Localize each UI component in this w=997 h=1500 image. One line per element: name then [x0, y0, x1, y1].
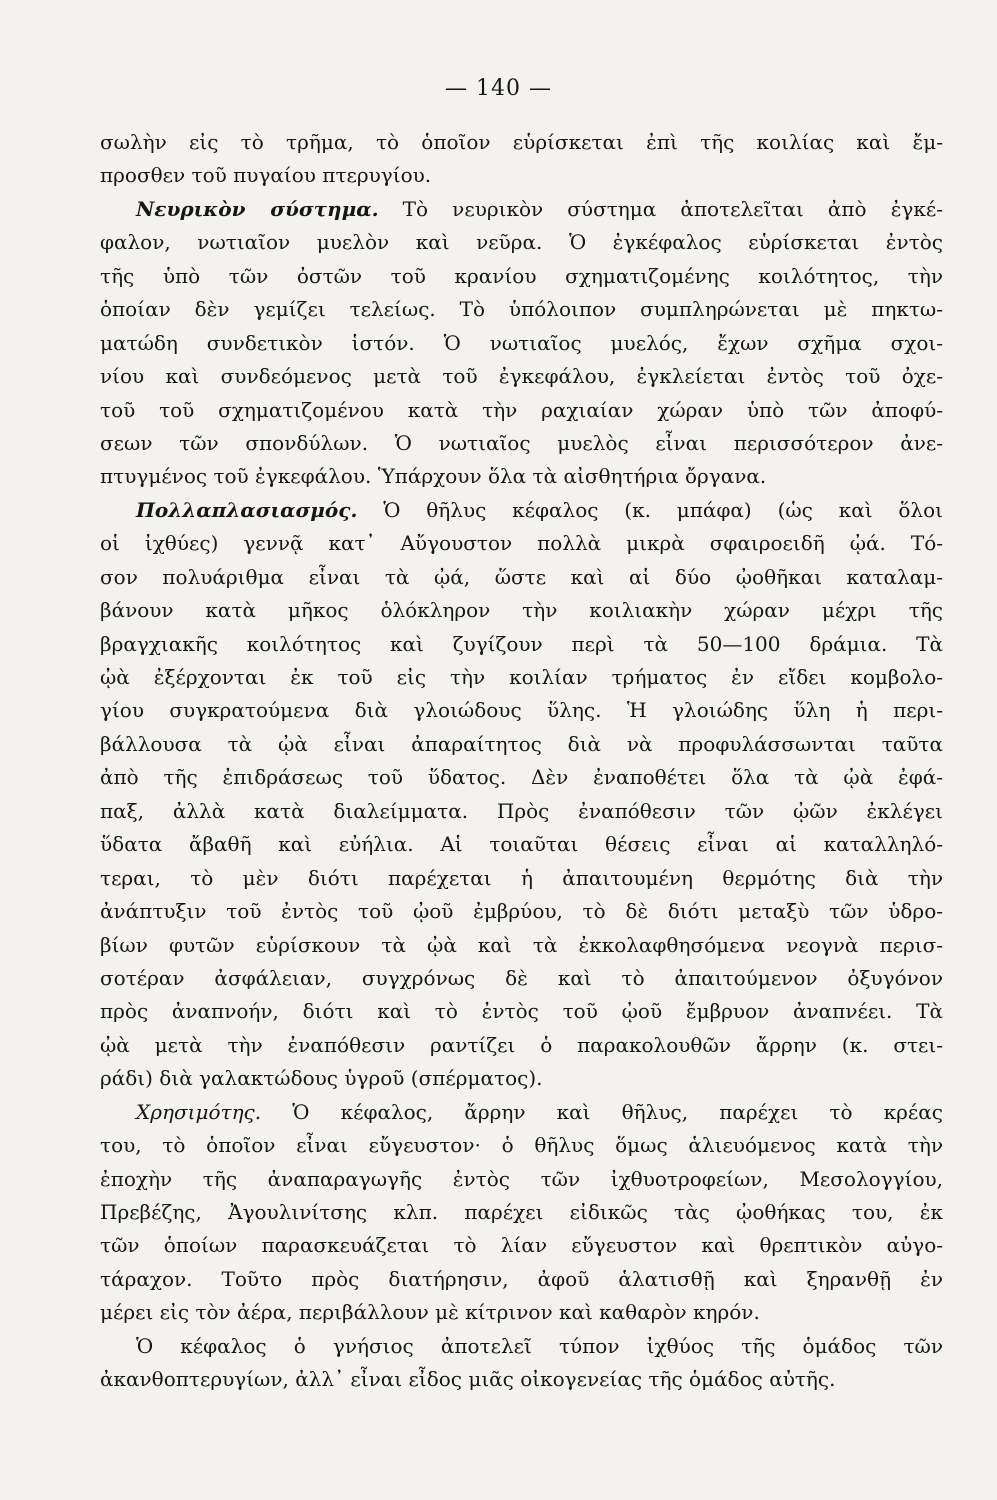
- text-line: [100, 1363, 943, 1396]
- line-text: βάλλουσα τὰ ᾠὰ εἶναι ἀπαραίτητος διὰ νὰ προφυλάσσωνται ταῦτα: [100, 731, 943, 756]
- text-line: [100, 1129, 943, 1162]
- text-line: [100, 561, 943, 594]
- section-heading: Χρησιμότης.: [136, 1099, 262, 1124]
- line-text: ἀπὸ τῆς ἐπιδράσεως τοῦ ὕδατος. Δὲν ἐναποθέτει ὅλα τὰ ᾠὰ ἐφά-: [100, 765, 943, 790]
- text-line: [100, 159, 943, 192]
- line-text: Τὸ νευρικὸν σύστημα ἀποτελεῖται ἀπὸ ἐγκέ-: [378, 196, 943, 221]
- line-text: βραγχιακῆς κοιλότητος καὶ ζυγίζουν περὶ τὰ 50—100 δράμια. Τὰ: [100, 631, 943, 656]
- line-text: του, τὸ ὁποῖον εἶναι εὔγευστον· ὁ θῆλυς ὅμως ἁλιευόμενος κατὰ τὴν: [100, 1133, 943, 1158]
- text-line: [100, 427, 943, 460]
- line-text: σωλὴν εἰς τὸ τρῆμα, τὸ ὁποῖον εὑρίσκεται ἐπὶ τῆς κοιλίας καὶ ἔμ-: [100, 130, 943, 154]
- page-number: — 140 —: [445, 76, 552, 101]
- line-text: βάνουν κατὰ μῆκος ὁλόκληρον τὴν κοιλιακὴν χώραν μέχρι τῆς: [100, 598, 943, 623]
- line-text: Ὁ κέφαλος, ἄρρην καὶ θῆλυς, παρέχει τὸ κρέας: [261, 1099, 943, 1124]
- text-line: [100, 293, 943, 326]
- body-text: [100, 126, 943, 1397]
- text-line: [100, 1029, 943, 1062]
- line-text: Ὁ θῆλυς κέφαλος (κ. μπάφα) (ὡς καὶ ὅλοι: [357, 497, 943, 522]
- line-text: νίου καὶ συνδεόμενος μετὰ τοῦ ἐγκεφάλου, ἐγκλείεται ἐντὸς τοῦ ὀχε-: [100, 364, 943, 389]
- text-line: [100, 995, 943, 1028]
- text-line: [100, 761, 943, 794]
- text-line: [100, 594, 943, 627]
- line-text: ἀνάπτυξιν τοῦ ἐντὸς τοῦ ᾠοῦ ἐμβρύου, τὸ δὲ διότι μεταξὺ τῶν ὑδρο-: [100, 899, 943, 924]
- line-text: ᾠὰ μετὰ τὴν ἐναπόθεσιν ραντίζει ὁ παρακολουθῶν ἄρρην (κ. στει-: [100, 1032, 943, 1057]
- line-text: τῆς ὑπὸ τῶν ὀστῶν τοῦ κρανίου σχηματιζομένης κοιλότητος, τὴν: [100, 263, 943, 288]
- text-line: [100, 1096, 943, 1129]
- text-line: [100, 929, 943, 962]
- text-line: [100, 962, 943, 995]
- line-text: προσθεν τοῦ πυγαίου πτερυγίου.: [100, 163, 432, 188]
- text-line: [100, 694, 943, 727]
- line-text: φαλον, νωτιαῖον μυελὸν καὶ νεῦρα. Ὁ ἐγκέφαλος εὑρίσκεται ἐντὸς: [100, 230, 943, 255]
- text-line: [100, 360, 943, 393]
- text-line: [100, 226, 943, 259]
- text-line: [100, 1263, 943, 1296]
- text-line: [100, 1062, 943, 1095]
- text-line: [100, 1229, 943, 1262]
- text-line: [100, 193, 943, 226]
- line-text: ράδι) διὰ γαλακτώδους ὑγροῦ (σπέρματος).: [100, 1066, 543, 1091]
- text-line: [100, 728, 943, 761]
- line-text: Πρεβέζης, Ἀγουλινίτσης κλπ. παρέχει εἰδικῶς τὰς ᾠοθήκας του, ἐκ: [100, 1200, 943, 1224]
- line-text: βίων φυτῶν εὑρίσκουν τὰ ᾠὰ καὶ τὰ ἐκκολαφθησόμενα νεογνὰ περισ-: [100, 932, 943, 957]
- line-text: πτυγμένος τοῦ ἐγκεφάλου. Ὑπάρχουν ὅλα τὰ αἰσθητήρια ὄργανα.: [100, 464, 767, 489]
- text-line: [100, 1163, 943, 1196]
- text-line: [100, 327, 943, 360]
- text-line: [100, 628, 943, 661]
- text-line: [100, 260, 943, 293]
- line-text: σεων τῶν σπονδύλων. Ὁ νωτιαῖος μυελὸς εἶναι περισσότερον ἀνε-: [100, 430, 943, 455]
- text-line: [100, 862, 943, 895]
- line-text: ᾠὰ ἐξέρχονται ἐκ τοῦ εἰς τὴν κοιλίαν τρήματος ἐν εἴδει κομβολο-: [100, 665, 943, 689]
- text-line: [100, 527, 943, 560]
- line-text: ματώδη συνδετικὸν ἱστόν. Ὁ νωτιαῖος μυελός, ἔχων σχῆμα σχοι-: [100, 330, 943, 355]
- line-text: ὕδατα ἄβαθῆ καὶ εὐήλια. Αἱ τοιαῦται θέσεις εἶναι αἱ καταλληλό-: [100, 832, 943, 857]
- text-line: [100, 661, 943, 694]
- line-text: ὁποίαν δὲν γεμίζει τελείως. Τὸ ὑπόλοιπον συμπληρώνεται μὲ πηκτω-: [100, 297, 943, 322]
- text-line: [100, 828, 943, 861]
- line-text: μέρει εἰς τὸν ἀέρα, περιβάλλουν μὲ κίτρινον καὶ καθαρὸν κηρόν.: [100, 1300, 760, 1325]
- text-line: [100, 494, 943, 527]
- text-line: [100, 1296, 943, 1329]
- line-text: πρὸς ἀναπνοήν, διότι καὶ τὸ ἐντὸς τοῦ ᾠοῦ ἔμβρυον ἀναπνέει. Τὰ: [100, 999, 943, 1024]
- text-line: [100, 1330, 943, 1363]
- text-line: [100, 795, 943, 828]
- line-text: ἐποχὴν τῆς ἀναπαραγωγῆς ἐντὸς τῶν ἰχθυοτροφείων, Μεσολογγίου,: [100, 1166, 943, 1191]
- line-text: ἀκανθοπτερυγίων, ἀλλ᾿ εἶναι εἶδος μιᾶς οἰκογενείας τῆς ὁμάδος αὐτῆς.: [100, 1367, 836, 1392]
- section-heading: Πολλαπλασιασμός.: [136, 497, 358, 522]
- line-text: τάραχον. Τοῦτο πρὸς διατήρησιν, ἀφοῦ ἁλατισθῇ καὶ ξηρανθῇ ἐν: [100, 1266, 943, 1291]
- text-line: [100, 460, 943, 493]
- line-text: γίου συγκρατούμενα διὰ γλοιώδους ὕλης. Ἡ γλοιώδης ὕλη ἡ περι-: [100, 698, 943, 723]
- text-line: [100, 126, 943, 159]
- text-line: [100, 394, 943, 427]
- section-heading: Νευρικὸν σύστημα.: [136, 196, 379, 221]
- line-text: τεραι, τὸ μὲν διότι παρέχεται ἡ ἀπαιτουμένη θερμότης διὰ τὴν: [100, 865, 943, 890]
- line-text: τῶν ὁποίων παρασκευάζεται τὸ λίαν εὔγευστον καὶ θρεπτικὸν αὐγο-: [100, 1233, 943, 1258]
- line-text: οἱ ἰχθύες) γεννᾷ κατ᾿ Αὔγουστον πολλὰ μικρὰ σφαιροειδῆ ᾠά. Τό-: [100, 531, 943, 556]
- line-text: παξ, ἀλλὰ κατὰ διαλείμματα. Πρὸς ἐναπόθεσιν τῶν ᾠῶν ἐκλέγει: [100, 798, 943, 823]
- line-text: τοῦ τοῦ σχηματιζομένου κατὰ τὴν ραχιαίαν χώραν ὑπὸ τῶν ἀποφύ-: [100, 397, 943, 422]
- line-text: σοτέραν ἀσφάλειαν, συγχρόνως δὲ καὶ τὸ ἀπαιτούμενον ὀξυγόνον: [100, 965, 943, 990]
- text-line: [100, 1196, 943, 1229]
- text-line: [100, 895, 943, 928]
- line-text: Ὁ κέφαλος ὁ γνήσιος ἀποτελεῖ τύπον ἰχθύος τῆς ὁμάδος τῶν: [136, 1333, 943, 1358]
- line-text: σον πολυάριθμα εἶναι τὰ ᾠά, ὥστε καὶ αἱ δύο ᾠοθῆκαι καταλαμ-: [100, 564, 943, 589]
